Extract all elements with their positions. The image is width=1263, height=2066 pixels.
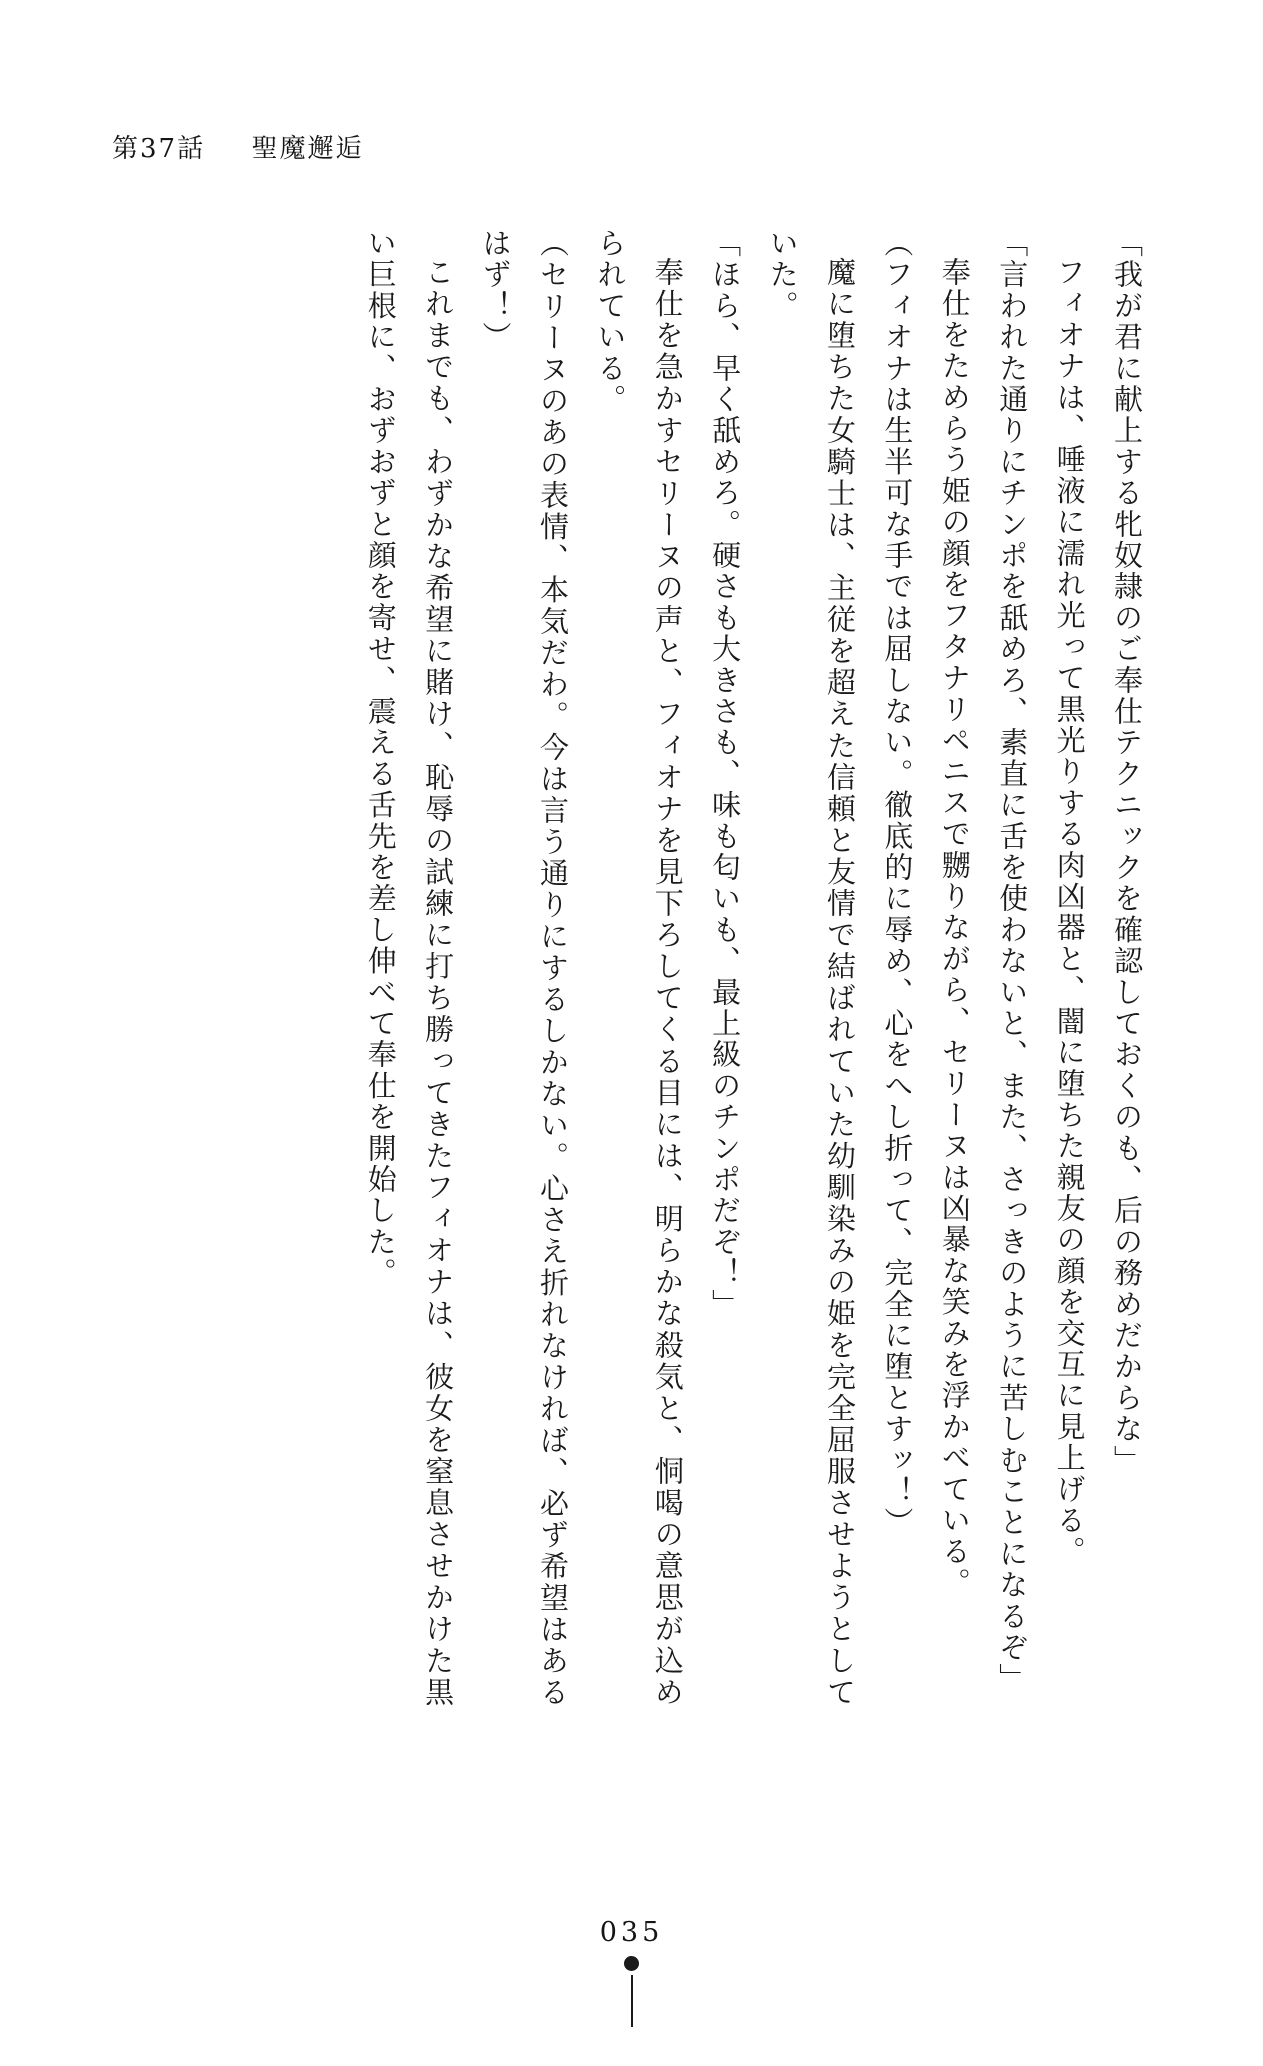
chapter-number: 第37話 xyxy=(112,134,206,164)
paragraph: 奉仕を急かすセリーヌの声と、フィオナを見下ろしてくる目には、明らかな殺気と、恫喝の意思が込められている。 xyxy=(593,228,685,1708)
vertical-rule xyxy=(631,1975,633,2027)
body-text xyxy=(105,228,1155,1708)
paragraph: 奉仕をためらう姫の顔をフタナリペニスで嬲りながら、セリーヌは凶暴な笑みを浮かべている。 xyxy=(937,257,972,1599)
paragraph: これまでも、わずかな希望に賭け、恥辱の試練に打ち勝ってきたフィオナは、彼女を窒息させかけた黒い巨根に、おずおずと顔を寄せ、震える舌先を差し伸べて奉仕を開始した。 xyxy=(363,228,456,1708)
paragraph: （フィオナは生半可な手では屈しない。徹底的に辱め、心をへし折って、完全に堕とすッ！） xyxy=(880,228,915,1539)
chapter-heading xyxy=(112,128,364,165)
paragraph: 「ほら、早く舐めろ。硬さも大きさも、味も匂いも、最上級のチンポだぞ！」 xyxy=(708,228,743,1320)
paragraph: 「言われた通りにチンポを舐めろ、素直に舌を使わないと、また、さっきのように苦しむことになるぞ」 xyxy=(995,228,1030,1695)
chapter-title: 聖魔邂逅 xyxy=(251,134,364,164)
footer-ornament xyxy=(624,1956,640,2026)
paragraph: フィオナは、唾液に濡れ光って黒光りする肉凶器と、闇に堕ちた親友の顔を交互に見上げる。 xyxy=(1052,257,1087,1568)
page-number: 035 xyxy=(599,1917,664,1948)
paragraph: 「我が君に献上する牝奴隷のご奉仕テクニックを確認しておくのも、后の務めだからな」 xyxy=(1110,228,1144,1476)
paragraph: 魔に堕ちた女騎士は、主従を超えた信頼と友情で結ばれていた幼馴染みの姫を完全屈服させようとしていた。 xyxy=(765,228,857,1708)
paragraph: （セリーヌのあの表情、本気だわ。今は言う通りにするしかない。心さえ折れなければ、必ず希望はあるはず！） xyxy=(478,228,570,1708)
dot-icon xyxy=(624,1956,639,1971)
